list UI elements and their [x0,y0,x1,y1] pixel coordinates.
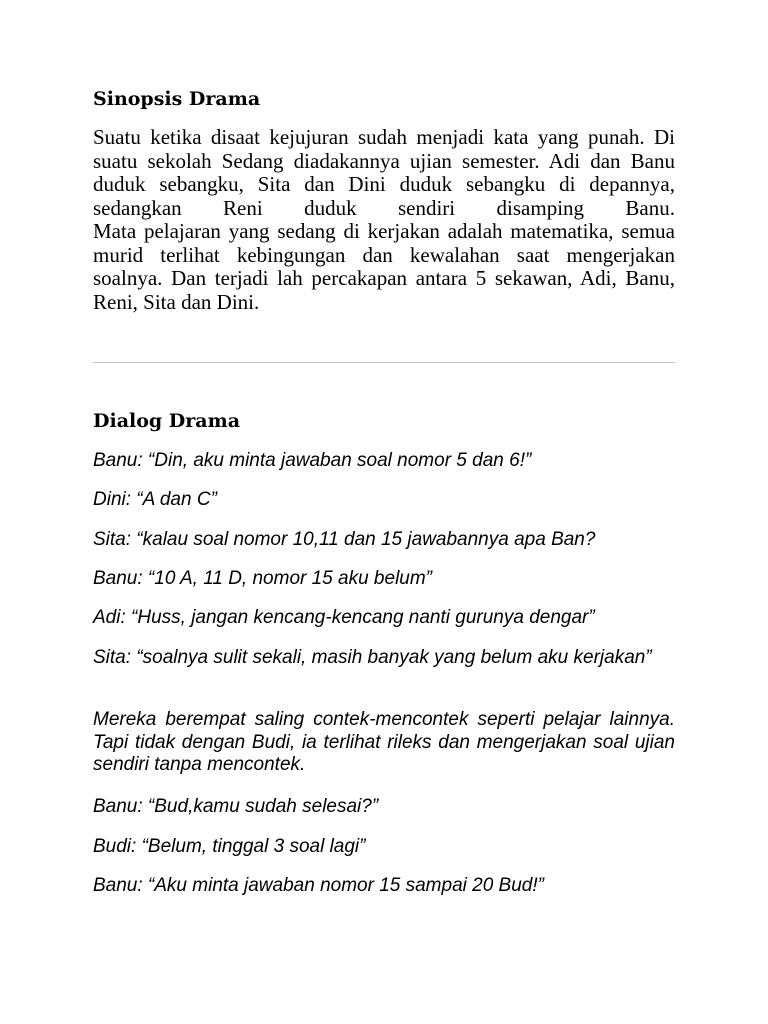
dialog-line: Sita: “soalnya sulit sekali, masih banyak yang belum aku kerjakan” [93,647,652,668]
synopsis-heading: Sinopsis Drama [93,88,261,110]
synopsis-body [93,126,675,314]
dialog-line: Banu: “10 A, 11 D, nomor 15 aku belum” [93,568,433,589]
dialog-line: Dini: “A dan C” [93,489,217,510]
synopsis-paragraph: Suatu ketika disaat kejujuran sudah menjadi kata yang punah. Di suatu sekolah Sedang diadakannya ujian semester. Adi dan Banu duduk sebangku, Sita dan Dini duduk sebangku di depannya, sedangkan Reni duduk sendiri disamping Banu. [93,125,675,220]
section-divider [93,362,675,363]
dialog-heading: Dialog Drama [93,410,241,432]
dialog-line: Banu: “Din, aku minta jawaban soal nomor 5 dan 6!” [93,450,532,471]
synopsis-paragraph: Mata pelajaran yang sedang di kerjakan adalah matematika, semua murid terlihat kebingungan dan kewalahan saat mengerjakan soalnya. Dan terjadi lah percakapan antara 5 sekawan, Adi, Banu, Reni, Sita dan Dini. [93,219,675,314]
narration-paragraph: Mereka berempat saling contek-mencontek seperti pelajar lainnya. Tapi tidak dengan Budi, ia terlihat rileks dan mengerjakan soal ujian sendiri tanpa mencontek. [93,709,675,775]
dialog-line: Banu: “Aku minta jawaban nomor 15 sampai 20 Bud!” [93,875,544,896]
dialog-line: Banu: “Bud,kamu sudah selesai?” [93,796,379,817]
dialog-line: Sita: “kalau soal nomor 10,11 dan 15 jawabannya apa Ban? [93,529,596,550]
dialog-line: Adi: “Huss, jangan kencang-kencang nanti gurunya dengar” [93,607,595,628]
dialog-line: Budi: “Belum, tinggal 3 soal lagi” [93,836,366,857]
